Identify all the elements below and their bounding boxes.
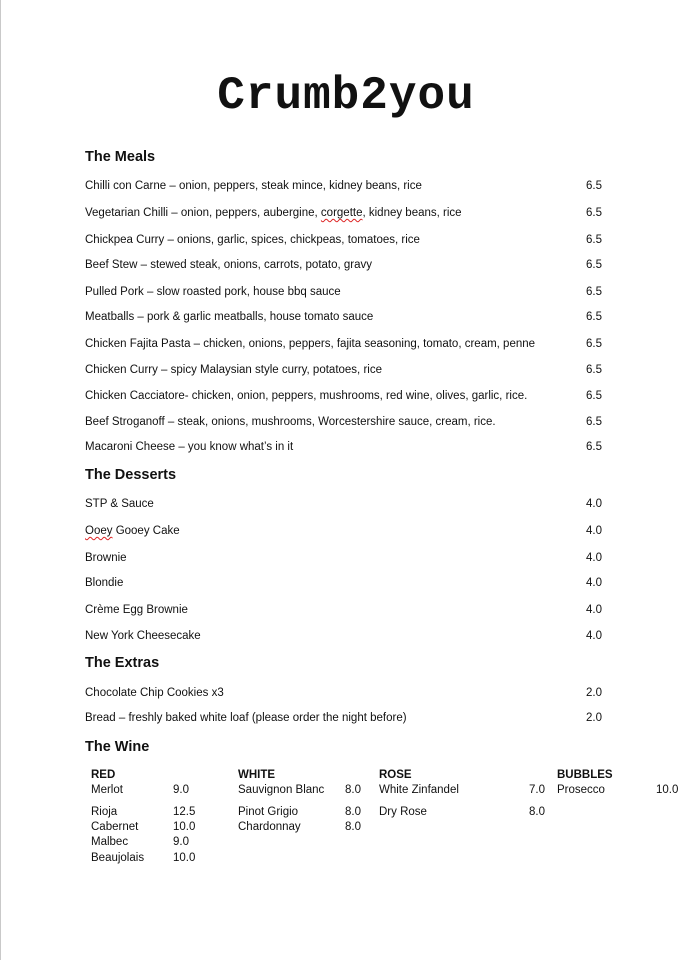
- meal-row: [85, 177, 605, 195]
- wine-price: 10.0: [173, 821, 196, 833]
- extra-row: [85, 684, 605, 702]
- meal-price: 6.5: [586, 180, 602, 192]
- wine-name: Beaujolais: [91, 852, 145, 864]
- wine-name: Chardonnay: [238, 821, 301, 833]
- meal-name: Chilli con Carne – onion, peppers, steak mince, kidney beans, rice: [85, 180, 422, 192]
- dessert-row: [85, 495, 605, 513]
- wine-name: White Zinfandel: [379, 784, 459, 796]
- wine-price: 10.0: [173, 852, 196, 864]
- wine-name: Sauvignon Blanc: [238, 784, 325, 796]
- extras-heading: The Extras: [85, 655, 160, 671]
- meal-name: Vegetarian Chilli – onion, peppers, aubergine, corgette, kidney beans, rice: [85, 207, 462, 219]
- dessert-name: STP & Sauce: [85, 498, 154, 510]
- meal-name: Pulled Pork – slow roasted pork, house bbq sauce: [85, 286, 341, 298]
- extra-price: 2.0: [586, 687, 602, 699]
- meal-name: Beef Stew – stewed steak, onions, carrots, potato, gravy: [85, 259, 373, 271]
- meal-name: Beef Stroganoff – steak, onions, mushrooms, Worcestershire sauce, cream, rice.: [85, 416, 496, 428]
- meal-row: [85, 204, 605, 222]
- wine-name: Cabernet: [91, 821, 139, 833]
- meal-price: 6.5: [586, 234, 602, 246]
- meal-price: 6.5: [586, 311, 602, 323]
- desserts-heading: The Desserts: [85, 467, 177, 483]
- meal-price: 6.5: [586, 364, 602, 376]
- wine-price: 8.0: [345, 784, 361, 796]
- meal-row: [85, 308, 605, 326]
- meal-name: Chicken Cacciatore- chicken, onion, peppers, mushrooms, red wine, olives, garlic, rice.: [85, 390, 528, 402]
- meal-name: Chicken Fajita Pasta – chicken, onions, peppers, fajita seasoning, tomato, cream, penne: [85, 338, 536, 350]
- dessert-price: 4.0: [586, 552, 602, 564]
- wine-price: 8.0: [529, 806, 545, 818]
- dessert-name: Blondie: [85, 577, 124, 589]
- dessert-row: [85, 627, 605, 645]
- wine-bubbles-heading: BUBBLES: [557, 769, 613, 781]
- meal-name: Macaroni Cheese – you know what’s in it: [85, 441, 294, 453]
- dessert-name: New York Cheesecake: [85, 630, 201, 642]
- spelling-flag: Ooey: [85, 525, 113, 537]
- dessert-price: 4.0: [586, 630, 602, 642]
- wine-price: 7.0: [529, 784, 545, 796]
- dessert-price: 4.0: [586, 577, 602, 589]
- page-edge: [0, 0, 1, 960]
- wine-name: Merlot: [91, 784, 123, 796]
- wine-name: Pinot Grigio: [238, 806, 299, 818]
- meal-row: [85, 438, 605, 456]
- extra-price: 2.0: [586, 712, 602, 724]
- extra-name: Bread – freshly baked white loaf (please order the night before): [85, 712, 407, 724]
- wine-price: 8.0: [345, 821, 361, 833]
- spelling-flag: corgette: [320, 207, 363, 219]
- dessert-row: [85, 549, 605, 567]
- meals-heading: The Meals: [85, 149, 156, 165]
- meal-row: [85, 361, 605, 379]
- wine-price: 12.5: [173, 806, 196, 818]
- meal-name: Chicken Curry – spicy Malaysian style curry, potatoes, rice: [85, 364, 382, 376]
- dessert-row: [85, 522, 605, 540]
- dessert-price: 4.0: [586, 604, 602, 616]
- meal-price: 6.5: [586, 416, 602, 428]
- dessert-price: 4.0: [586, 525, 602, 537]
- wine-name: Dry Rose: [379, 806, 427, 818]
- meal-name: Meatballs – pork & garlic meatballs, house tomato sauce: [85, 311, 374, 323]
- dessert-name: Brownie: [85, 552, 127, 564]
- dessert-row: [85, 574, 605, 592]
- wine-name: Rioja: [91, 806, 118, 818]
- meal-row: [85, 231, 605, 249]
- menu-title: Crumb2you: [217, 70, 475, 122]
- dessert-price: 4.0: [586, 498, 602, 510]
- wine-price: 9.0: [173, 784, 189, 796]
- wine-white-heading: WHITE: [238, 769, 276, 781]
- meal-price: 6.5: [586, 207, 602, 219]
- meal-row: [85, 283, 605, 301]
- meal-price: 6.5: [586, 390, 602, 402]
- dessert-name: Ooey Gooey Cake: [85, 525, 180, 537]
- wine-name: Malbec: [91, 836, 129, 848]
- dessert-row: [85, 601, 605, 619]
- meal-price: 6.5: [586, 338, 602, 350]
- meal-row: [85, 256, 605, 274]
- wine-name: Prosecco: [557, 784, 605, 796]
- wine-price: 9.0: [173, 836, 189, 848]
- wine-price: 8.0: [345, 806, 361, 818]
- meal-name: Chickpea Curry – onions, garlic, spices, chickpeas, tomatoes, rice: [85, 234, 420, 246]
- extra-name: Chocolate Chip Cookies x3: [85, 687, 224, 699]
- extra-row: [85, 709, 605, 727]
- wine-red-heading: RED: [91, 769, 116, 781]
- meal-price: 6.5: [586, 259, 602, 271]
- wine-heading: The Wine: [85, 739, 150, 755]
- meal-price: 6.5: [586, 286, 602, 298]
- meal-row: [85, 413, 605, 431]
- wine-rose-heading: ROSE: [379, 769, 412, 781]
- meal-price: 6.5: [586, 441, 602, 453]
- meal-row: [85, 335, 605, 353]
- dessert-name: Crème Egg Brownie: [85, 604, 188, 616]
- meal-row: [85, 387, 605, 405]
- wine-price: 10.0: [656, 784, 679, 796]
